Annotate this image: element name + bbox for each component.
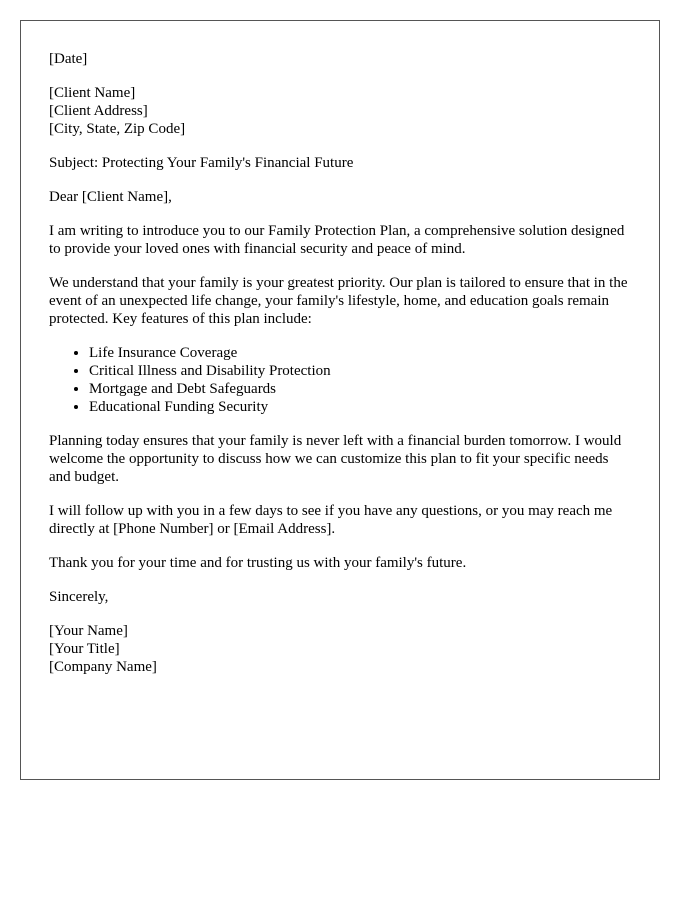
- follow-up-paragraph: I will follow up with you in a few days to see if you have any questions, or you may reach me directly at [Phone Number] or [Email Address].: [49, 503, 613, 537]
- date-text: [Date]: [49, 51, 88, 67]
- sender-signature-block: [49, 622, 631, 676]
- recipient-city-state-zip: [City, State, Zip Code]: [49, 121, 186, 137]
- list-item: • Critical Illness and Disability Protection: [89, 362, 631, 380]
- features-list: [49, 344, 631, 416]
- recipient-address-block: [49, 84, 631, 138]
- sign-off: Sincerely,: [49, 589, 109, 605]
- planning-paragraph: Planning today ensures that your family is never left with a financial burden tomorrow. I would welcome the opportunity to discuss how we can customize this plan to fit your specific needs and budget.: [49, 433, 622, 485]
- sender-name: [Your Name]: [49, 623, 128, 639]
- list-item: • Mortgage and Debt Safeguards: [89, 380, 631, 398]
- recipient-address: [Client Address]: [49, 103, 148, 119]
- letter-page: [20, 20, 660, 780]
- thank-you-paragraph: Thank you for your time and for trusting us with your family's future.: [49, 555, 467, 571]
- sender-company: [Company Name]: [49, 659, 157, 675]
- subject-line: Subject: Protecting Your Family's Financial Future: [49, 155, 354, 171]
- intro-paragraph: I am writing to introduce you to our Family Protection Plan, a comprehensive solution designed to provide your loved ones with financial security and peace of mind.: [49, 223, 625, 257]
- list-item: • Life Insurance Coverage: [89, 344, 631, 362]
- recipient-name: [Client Name]: [49, 85, 136, 101]
- list-item: • Educational Funding Security: [89, 398, 631, 416]
- priority-paragraph: We understand that your family is your greatest priority. Our plan is tailored to ensure that in the event of an unexpected life change, your family's lifestyle, home, and education goals remain protected. Key features of this plan include:: [49, 275, 628, 327]
- salutation: Dear [Client Name],: [49, 189, 172, 205]
- letter-date: [49, 50, 631, 68]
- sender-title: [Your Title]: [49, 641, 120, 657]
